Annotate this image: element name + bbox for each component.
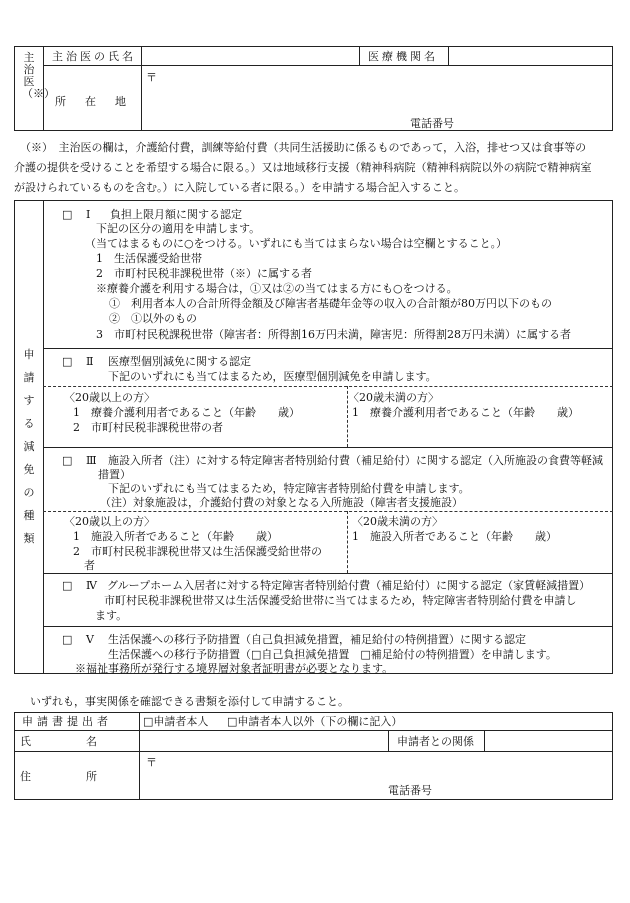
- doctor-postal-mark: 〒: [146, 71, 157, 84]
- doctor-name-label: 主治医の氏名: [52, 50, 136, 63]
- doctor-note-line3: が設けられているものを含む。）に入院している者に限る。）を申請する場合記入すること。: [14, 181, 465, 194]
- s5-title: 生活保護への移行予防措置（自己負担減免措置，補足給付の特例措置）に関する認定: [108, 633, 526, 646]
- s2-left-1: 1 療養介護利用者であること（年齢 歳）: [73, 406, 300, 419]
- s2-numeral: Ⅱ: [86, 355, 94, 368]
- s3-numeral: Ⅲ: [86, 454, 97, 467]
- institution-field[interactable]: [450, 48, 610, 64]
- s4-line1: 市町村民税非課税世帯又は生活保護受給世帯に当てはまるため，特定障害者特別給付費を申請し: [104, 594, 577, 607]
- doctor-side-label: 主治医（※）: [22, 51, 55, 100]
- s4-title: グループホーム入居者に対する特定障害者特別給付費（補足給付）に関する認定（家賃軽減措置）: [107, 579, 591, 592]
- s2-line1: 下記のいずれにも当てはまるため，医療型個別減免を申請します。: [108, 370, 437, 383]
- submitter-label: 申請書提出者: [22, 715, 112, 728]
- s2-left-2: 2 市町村民税非課税世帯の者: [73, 421, 223, 434]
- doctor-name-field[interactable]: [143, 48, 357, 64]
- doctor-phone-field[interactable]: [465, 115, 610, 130]
- doctor-address-label: 所 在 地: [55, 95, 130, 108]
- s1-line7: ② ①以外のもの: [109, 312, 197, 325]
- doctor-note-line2: 介護の提供を受けることを希望する場合に限る。）又は地域移行支援（精神科病院（精神科病院以外の病院で精神病室: [14, 161, 592, 174]
- s3-line2: （注）対象施設は，介護給付費の対象となる入所施設（障害者支援施設）: [100, 496, 463, 509]
- s3-title2: 措置）: [98, 468, 131, 481]
- s4-line2: ます。: [95, 609, 128, 622]
- submitter-relation-label: 申請者との関係: [397, 735, 474, 748]
- institution-label: 医療機関名: [368, 50, 438, 63]
- s5-line2: ※福祉事務所が発行する境界層対象者証明書が必要となります。: [75, 662, 394, 675]
- submitter-name-label: 氏 名: [20, 735, 97, 748]
- s1-title: 負担上限月額に関する認定: [110, 208, 242, 221]
- s3-title: 施設入所者（注）に対する特定障害者特別給付費（補足給付）に関する認定（入所施設の食費等軽減: [108, 454, 603, 467]
- reduction-side-label: 申請する減免の種類: [23, 348, 35, 545]
- submitter-address-label: 住 所: [20, 770, 97, 783]
- submitter-address-field[interactable]: [160, 754, 610, 782]
- s5-line1: 生活保護への移行予防措置（□自己負担減免措置 □補足給付の特例措置）を申請します。: [108, 648, 557, 661]
- submitter-phone-label: 電話番号: [388, 784, 432, 797]
- doctor-address-field[interactable]: [160, 68, 610, 112]
- submitter-name-field[interactable]: [141, 732, 386, 750]
- s1-line6: ① 利用者本人の合計所得金額及び障害者基礎年金等の収入の合計額が80万円以下のもの: [109, 297, 552, 310]
- s2-title: 医療型個別減免に関する認定: [108, 355, 251, 368]
- submitter-relation-field[interactable]: [486, 732, 611, 750]
- s3-left-2b: 者: [84, 559, 95, 572]
- submitter-opt-other[interactable]: □申請者本人以外（下の欄に記入）: [227, 715, 403, 728]
- s1-checkbox[interactable]: □: [62, 208, 73, 221]
- attach-note: いずれも，事実関係を確認できる書類を添付して申請すること。: [30, 695, 349, 708]
- s4-numeral: Ⅳ: [86, 579, 97, 592]
- s1-numeral: Ⅰ: [86, 208, 91, 221]
- s2-right-head: 〈20歳未満の方〉: [348, 391, 439, 404]
- s1-line1: 下記の区分の適用を申請します。: [96, 222, 261, 235]
- submitter-postal-mark: 〒: [146, 756, 157, 769]
- s1-line4: 2 市町村民税非課税世帯（※）に属する者: [96, 267, 312, 280]
- s2-checkbox[interactable]: □: [62, 355, 73, 368]
- doctor-phone-label: 電話番号: [410, 117, 454, 130]
- s5-numeral: Ⅴ: [86, 633, 94, 646]
- s3-right-1: 1 施設入所者であること（年齢 歳）: [352, 530, 557, 543]
- s2-right-1: 1 療養介護利用者であること（年齢 歳）: [352, 406, 579, 419]
- s3-left-1: 1 施設入所者であること（年齢 歳）: [73, 530, 278, 543]
- s1-line3: 1 生活保護受給世帯: [96, 252, 202, 265]
- s3-right-head: 〈20歳未満の方〉: [352, 515, 443, 528]
- s5-checkbox[interactable]: □: [62, 633, 73, 646]
- s1-line8: 3 市町村民税課税世帯（障害者：所得割16万円未満，障害児：所得割28万円未満）に属する者: [96, 328, 571, 341]
- submitter-opt-self[interactable]: □申請者本人: [143, 715, 209, 728]
- s3-left-head: 〈20歳以上の方〉: [64, 515, 155, 528]
- s3-line1: 下記のいずれにも当てはまるため，特定障害者特別給付費を申請します。: [108, 482, 470, 495]
- s2-left-head: 〈20歳以上の方〉: [64, 391, 155, 404]
- doctor-note-line1: （※） 主治医の欄は，介護給付費，訓練等給付費（共同生活援助に係るものであって，入浴，排せつ又は食事等の: [20, 141, 587, 154]
- s4-checkbox[interactable]: □: [62, 579, 73, 592]
- s3-checkbox[interactable]: □: [62, 454, 73, 467]
- s1-line5: ※療養介護を利用する場合は，①又は②の当てはまる方にも○をつける。: [96, 282, 458, 295]
- s1-line2: （当てはまるものに○をつける。いずれにも当てはまらない場合は空欄とすること。）: [85, 237, 508, 250]
- s3-left-2: 2 市町村民税非課税世帯又は生活保護受給世帯の: [73, 545, 322, 558]
